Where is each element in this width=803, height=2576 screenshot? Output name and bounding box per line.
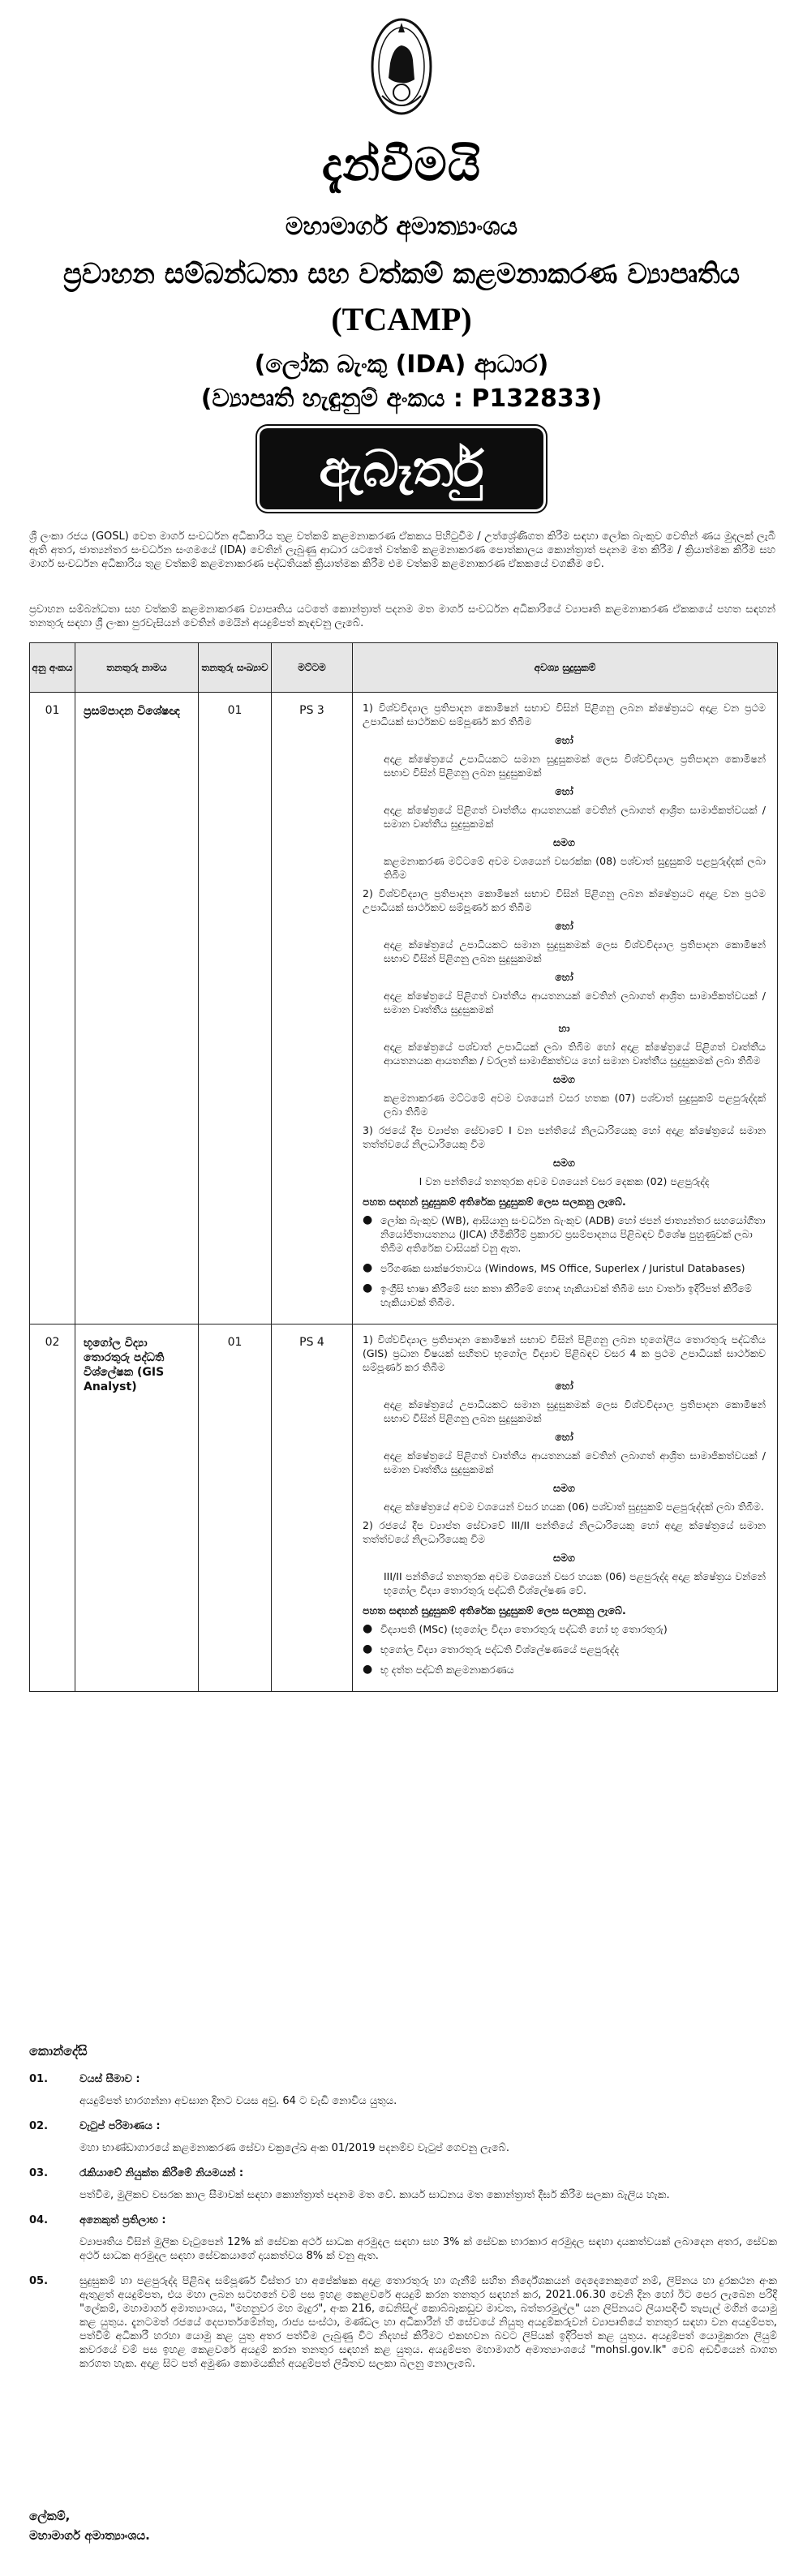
condition-item xyxy=(29,2166,777,2202)
table-header-row xyxy=(30,643,778,693)
condition-body: පත්වීම, මුලිකව වසරක කාල සීමාවක් සඳහා කොන්ත්‍රාත් පදනම මත වේ. කාර්ය සාධනය මත කොන්ත්‍රාත් දීර්ඝ කිරීම සලකා බැලිය හැක. xyxy=(79,2189,670,2201)
row-serial-no: 01 xyxy=(30,693,75,1324)
signatory-title: ලේකම්, xyxy=(29,2509,71,2523)
condition-body: මහා භාණ්ඩාගාරයේ කළමනාකරණ සේවා චක්‍රලේඛ අංක 01/2019 පදනම්ව වැටුප් ගෙවනු ලැබේ. xyxy=(79,2142,509,2154)
condition-item xyxy=(29,2274,777,2371)
and-separator: සමග xyxy=(553,1073,575,1085)
requirement-text: 3) රජයේ දීප ව්‍යාප්ත සේවාවේ I වන පන්තියේ නිලධාරියෙකු හෝ අදාළ ක්ෂේත්‍රයේ සමාන තත්ත්වයේ නිලධාරියෙකු විම xyxy=(363,1124,766,1150)
ministry-name: මහාමාර්ග අමාත්‍යාංශය xyxy=(285,213,518,241)
row-post-name: ප්‍රසම්පාදන විශේෂඥ xyxy=(75,693,199,1324)
or-separator: හෝ xyxy=(555,1431,573,1443)
vacancies-banner xyxy=(260,428,543,509)
header-post-count: තනතුරු සංඛ්‍යාව xyxy=(199,643,272,693)
conditions-section xyxy=(29,2044,777,2382)
list-item: ● විද්‍යාපති (MSc) (භූගෝල විද්‍යා තොරතුරු පද්ධති හෝ භූ තොරතුරු) xyxy=(363,1622,668,1635)
condition-number: 01. xyxy=(29,2073,49,2085)
or-separator: හෝ xyxy=(555,785,573,797)
bullet-icon: ● xyxy=(363,1261,373,1274)
requirement-text: අදාළ ක්ෂේත්‍රයේ උපාධියකට සමාන සුදුසුකමක් ලෙස විශ්වවිද්‍යාල ප්‍රතිපාදන කොමිෂන් සභාව විසින් පිළිගනු ලබන සුදුසුකමක් xyxy=(384,1398,766,1424)
or-separator: හෝ xyxy=(555,734,573,746)
bullet-icon: ● xyxy=(363,1622,373,1635)
or-separator: හෝ xyxy=(555,1380,573,1392)
condition-heading: අනෙකුත් ප්‍රතිලාභ : xyxy=(79,2214,166,2226)
condition-number: 05. xyxy=(29,2275,49,2287)
project-id: (ව්‍යාපෘති හැඳුනුම් අංකය : P132833) xyxy=(200,384,603,413)
or-separator: හෝ xyxy=(555,920,573,932)
bullet-icon: ● xyxy=(363,1663,373,1676)
requirement-text: 2) රජයේ දීප ව්‍යාප්ත සේවාවේ III/II පන්තියේ නිලධාරියෙකු හෝ අදාළ ක්ෂේත්‍රයේ සමාන තත්ත්වයේ නිලධාරියෙකු විම xyxy=(363,1519,766,1545)
conditions-heading: කොන්දේසි xyxy=(29,2043,88,2059)
requirement-text: I වන පන්තියේ තනතුරක අවම වශයෙන් වසර දෙකක (02) පළපුරුද්ද xyxy=(419,1175,710,1187)
intro-paragraph-2: ප්‍රවාහන සම්බන්ධතා සහ වත්කම් කළමනාකරණ ව්‍යාපෘතිය යටතේ කොන්ත්‍රාත් පදනම මත මාර්ග සංවර්ධන අධිකාරියේ ව්‍යාපෘති කළමනාකරණ ඒකකයේ පහත සඳහන් තනතුරු සඳහා ශ්‍රී ලංකා පුරවැසියන් වෙතින් මෙයින් අයදුම්පත් කැඳවනු ලැබේ. xyxy=(29,603,775,629)
table-row xyxy=(30,693,778,1324)
requirement-text: අදාළ ක්ෂේත්‍රයේ පිළිගත් වෘත්තීය ආයතනයක් වෙතින් ලබාගත් ආශ්‍රිත සාමාජිකත්වයක් / සමාන වෘත්තීය සුදුසුකමක් xyxy=(384,1449,766,1475)
vacancy-table xyxy=(29,642,778,1692)
list-item: ● ලෝක බැංකුව (WB), ආසියානු සංවර්ධන බැංකුව (ADB) හෝ ජපන් ජාත්‍යන්තර සහයෝගිතා නියෝජිතායතනය (JICA) හිමිකිරීම් ප්‍රකාරව ප්‍රසම්පාදනය පිළිබඳව විශේෂ පුහුණුවක් ලබා තිබීම අතිරේක වාසියක් වනු ඇත. xyxy=(363,1213,766,1254)
row-post-name: භූගෝල විද්‍යා තොරතුරු පද්ධති විශ්ලේෂක (GIS Analyst) xyxy=(75,1324,199,1692)
requirement-text: අදාළ ක්ෂේත්‍රයේ පශ්චාත් උපාධියක් ලබා තිබීම හෝ අදාළ ක්ෂේත්‍රයේ පිළිගත් වෘත්තීය ආයතනයක ආයතනික / වරලත් සාමාජිකත්වය හෝ සමාන වෘත්තීය සුදුසුකමක් ලබා තිබීම xyxy=(384,1041,766,1067)
or-separator: හෝ xyxy=(555,971,573,983)
signatory-office: මහාමාර්ග අමාත්‍යාංශය. xyxy=(29,2528,150,2543)
vacancies-banner-text: ඇබෑර්තු xyxy=(319,439,484,498)
list-item: ● ඉංග්‍රීසි භාෂා කිරීමේ සහ කතා කිරීමේ හොඳ හැකියාවක් තිබීම සහ වාර්තා ඉදිරිපත් කිරීමේ හැකියාවක් තිබීම. xyxy=(363,1282,752,1308)
condition-heading: වැටුප් පරිමාණය : xyxy=(79,2120,161,2132)
requirement-text: අදාළ ක්ෂේත්‍රයේ උපාධියකට සමාන සුදුසුකමක් ලෙස විශ්වවිද්‍යාල ප්‍රතිපාදන කොමිෂන් සභාව විසින් පිළිගනු ලබන සුදුසුකමක් xyxy=(384,753,766,779)
bullet-icon: ● xyxy=(363,1282,373,1294)
row-requirements xyxy=(353,1324,778,1692)
row-grade: PS 3 xyxy=(272,693,353,1324)
header-post-name: තනතුරු නාමය xyxy=(75,643,199,693)
condition-heading: වයස් සීමාව : xyxy=(79,2073,140,2085)
bullet-icon: ● xyxy=(363,1213,373,1226)
intro-paragraph-1: ශ්‍රී ලංකා රජය (GOSL) වෙත මාර්ග සංවර්ධන අධිකාරිය තුළ වත්කම් කළමනාකරණ ඒකකය පිහිටුවීම / උත්ශ්‍රේණිගත කිරීම සඳහා ලෝක බැංකුව වෙතින් ණය මුදලක් ලැබී ඇති අතර, ජාත්‍යන්තර සංවර්ධන සංගමයේ (IDA) වෙතින් ලැබුණු ආධාර යටතේ වත්කම් කළමනාකරණ පොත්කාලය කොන්ත්‍රාත් පදනම මත කිරීම / ක්‍රියාත්මක කිරීම සහ මාර්ග සංවර්ධන අධිකාරිය තුළ වත්කම් කළමනාකරණ පද්ධතියක් ක්‍රියාත්මක කිරීම එම වත්කම් කළමනාකරණ ඒකකයේ වගකීම වේ. xyxy=(29,530,775,570)
row-grade: PS 4 xyxy=(272,1324,353,1692)
and-separator: සමග xyxy=(553,1552,575,1564)
condition-number: 02. xyxy=(29,2120,49,2132)
requirement-text: 2) විශ්වවිද්‍යාල ප්‍රතිපාදන කොමිෂන් සභාව විසින් පිළිගනු ලබන ක්ෂේත්‍රයට අදාළ වන ප්‍රථම උපාධියක් සාර්ථකව සම්පූර්ණ කර තිබීම xyxy=(363,887,766,913)
requirement-text: 1) විශ්වවිද්‍යාල ප්‍රතිපාදන කොමිෂන් සභාව විසින් පිළිගනු ලබන භූගෝලීය තොරතුරු පද්ධතිය (GIS) ප්‍රධාන විෂයක් සහිතව භූගෝල විද්‍යාව පිළිබඳව වසර 4 ක ප්‍රථම උපාධියක් සාර්ථකව සම්පූර්ණ කර තිබීම xyxy=(363,1333,766,1373)
condition-number: 03. xyxy=(29,2167,49,2179)
requirement-text: III/II පන්තියේ තනතුරක අවම වශයෙන් වසර හයක (06) පළපුරුද්ද අදාළ ක්ෂේත්‍රය වන්නේ භූගෝල විද්‍යා තොරතුරු පද්ධති විශ්ලේෂණ වේ. xyxy=(384,1570,766,1596)
and-separator: සමග xyxy=(553,836,575,848)
and-separator: සමග xyxy=(553,1482,575,1494)
additional-qualifications-heading: පහත සඳහන් සුදුසුකම් අතිරේක සුදුසුකම් ලෙස සලකනු ලැබේ. xyxy=(363,1196,626,1208)
and-separator: හා xyxy=(558,1022,570,1034)
row-post-count: 01 xyxy=(199,1324,272,1692)
requirement-text: 1) විශ්වවිද්‍යාල ප්‍රතිපාදන කොමිෂන් සභාව විසින් පිළිගනු ලබන ක්ෂේත්‍රයට අදාළ වන ප්‍රථම උපාධියක් සාර්ථකව සම්පූර්ණ කර තිබීම xyxy=(363,702,766,728)
requirement-text: කළමනාකරණ මට්ටමේ අවම වශයෙන් වසරක්ක (08) පශ්චාත් සුදුසුකම් පළපුරුද්දක් ලබා තිබීම xyxy=(384,855,766,881)
header-requirements: අවශ්‍ය සුදුසුකම් xyxy=(353,643,778,693)
header-serial-no: අනු අංකය xyxy=(30,643,75,693)
project-name: ප්‍රවාහන සම්බන්ධතා සහ වත්කම් කළමනාකරණ ව්‍යාපෘතිය xyxy=(62,258,741,290)
bullet-icon: ● xyxy=(363,1642,373,1655)
condition-body: අයදුම්පත් භාරගන්නා අවසාන දිනට වයස අවු. 64 ට වැඩි නොවිය යුතුය. xyxy=(79,2095,397,2107)
list-item: ● පරිගණක සාක්ෂරතාවය (Windows, MS Office, Superlex / Juristul Databases) xyxy=(363,1261,745,1274)
funding-source: (ලෝක බැංකු (IDA) ආධාර) xyxy=(254,350,549,379)
sri-lanka-emblem-icon xyxy=(369,15,434,120)
condition-body: ව්‍යාපෘතිය විසින් මුලික වැටුපෙන් 12% ක් සේවක අර්ථ සාධක අරමුදල සඳහා සහ 3% ක් සේවක භාරකාර අරමුදල සඳහා දායකත්වයක් ලබාදෙන අතර, සේවක අර්ථ සාධක අරමුදල සඳහා සේවකයාගේ දායකත්වය 8% ක් වනු ඇත. xyxy=(79,2236,777,2262)
condition-item xyxy=(29,2119,777,2155)
header-grade: මට්ටම xyxy=(272,643,353,693)
condition-heading: රැකියාවේ නියුක්ත කිරීමේ නියමයන් : xyxy=(79,2167,244,2179)
additional-qualifications-heading: පහත සඳහන් සුදුසුකම් අතිරේක සුදුසුකම් ලෙස සලකනු ලැබේ. xyxy=(363,1604,626,1616)
condition-number: 04. xyxy=(29,2214,49,2226)
row-requirements xyxy=(353,693,778,1324)
project-acronym: (TCAMP) xyxy=(331,301,472,337)
notice-title: දැන්වීමයි xyxy=(321,138,482,191)
list-item: ● භූ දත්ත පද්ධති කළමනාකරණය xyxy=(363,1663,514,1676)
list-item: ● භූගෝල විද්‍යා තොරතුරු පද්ධති විශ්ලේෂණයේ පළපුරුද්ද xyxy=(363,1642,620,1655)
requirement-text: අදාළ ක්ෂේත්‍රයේ පිළිගත් වෘත්තීය ආයතනයක් වෙතින් ලබාගත් ආශ්‍රිත සාමාජිකත්වයක් / සමාන වෘත්තීය සුදුසුකමක් xyxy=(384,990,766,1015)
row-post-count: 01 xyxy=(199,693,272,1324)
table-row xyxy=(30,1324,778,1692)
requirement-text: කළමනාකරණ මට්ටමේ අවම වශයෙන් වසර හතක (07) පශ්චාත් සුදුසුකම් පළපුරුද්දක් ලබා තිබීම xyxy=(384,1092,766,1118)
requirement-text: අදාළ ක්ෂේත්‍රයේ පිළිගත් වෘත්තීය ආයතනයක් වෙතින් ලබාගත් ආශ්‍රිත සාමාජිකත්වයක් / සමාන වෘත්තීය සුදුසුකමක් xyxy=(384,804,766,830)
condition-body: සුදුසුකම් හා පළපුරුද්ද පිළිබඳ සම්පූර්ණ විස්තර හා අපේක්ෂක අදාළ තොරතුරු හා ගැනීම් සහිත නිර්දේශකයන් දෙදෙනෙකුගේ නම්, ලිපිනය හා දුරකථන අංක ඇතුළත් අයදුම්පත, එය මහා ලබන සටහනේ වම් පස ඉහළ කෙළවරේ අයදුම් කරන තනතුර සඳහන් කර, 2021.06.30 වෙනි දින හෝ ඊට පෙර ලැබෙන පරිදි "ලේකම්, මහාමාර්ග අමාත්‍යාංශය, "මහනුවර මහ මැදුර", අංක 216, ඩෙනිසිල් කොබ්බෑකඩුව මාවත, බත්තරමුල්ල" යන ලිපිනයට ලියාපදිංචි තැපැල් මගින් යොමු කළ යුතුය. දැනටමත් රජයේ දෙපාර්තමේන්තු, රාජ්‍ය සංස්ථා, මණ්ඩල හා අධිකාරීන් හි සේවයේ නියුතු අයදුම්කරුවන් ව්‍යාපෘතියේ තනතුර සඳහා වන අයදුම්පත, පත්වීම් අධිකාරී හරහා යොමු කළ යුතු අතර පත්වීම ලැබුණු විට නිදහස් කිරීමට එකඟවන බවට ලිපියක් ඉදිරිපත් කළ යුතුය. අයදුම්පත් යොමුකරන ලියුම් කවරයේ වම් පස ඉහළ කෙළවරේ අයදුම් කරන තනතුර සඳහන් කළ යුතුය. අයදුම්පත මහාමාර්ග අමාත්‍යාංශයේ "mohsl.gov.lk" වෙබ් අඩවියෙන් බාගත කරගත හැක. අදාළ සිට පත් අමුණා කොමයකින් අයදුම්පත් ලිඛිතව සලකා බලනු නොලැබේ. xyxy=(79,2275,777,2370)
condition-item xyxy=(29,2213,777,2263)
requirement-text: අදාළ ක්ෂේත්‍රයේ උපාධියකට සමාන සුදුසුකමක් ලෙස විශ්වවිද්‍යාල ප්‍රතිපාදන කොමිෂන් සභාව විසින් පිළිගනු ලබන සුදුසුකමක් xyxy=(384,938,766,964)
row-serial-no: 02 xyxy=(30,1324,75,1692)
signature-block xyxy=(29,2506,150,2545)
requirement-text: අදාළ ක්ෂේත්‍රයේ අවම වශයෙන් වසර හයක (06) පශ්චාත් සුදුසුකම් පළපුරුද්දක් ලබා තිබීම. xyxy=(384,1501,764,1513)
condition-item xyxy=(29,2072,777,2108)
and-separator: සමග xyxy=(553,1157,575,1169)
